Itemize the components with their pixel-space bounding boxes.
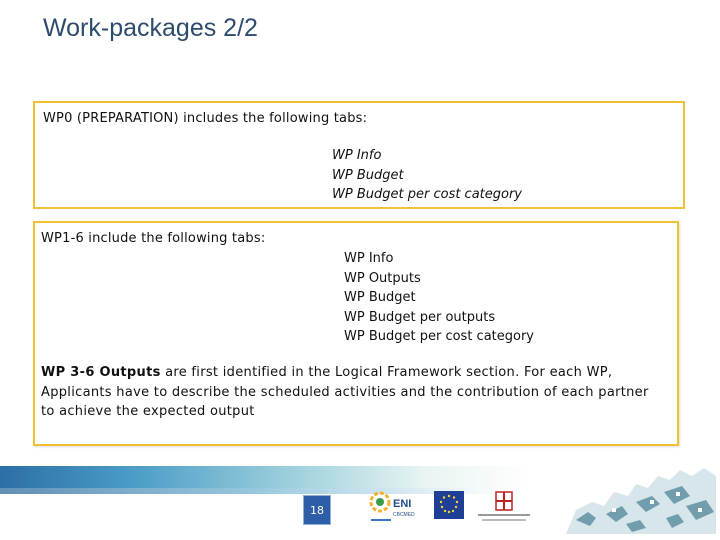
wp1-6-tab-item: WP Budget per cost category bbox=[344, 329, 534, 344]
wp0-tab-item: WP Budget bbox=[332, 167, 404, 183]
slide-title: Work-packages 2/2 bbox=[43, 14, 258, 42]
outputs-paragraph-bold: WP 3-6 Outputs bbox=[41, 365, 161, 380]
wp0-intro: WP0 (PREPARATION) includes the following tabs: bbox=[43, 111, 368, 126]
wp0-tab-item: WP Budget per cost category bbox=[332, 187, 522, 202]
wp1-6-intro: WP1-6 include the following tabs: bbox=[41, 231, 266, 246]
eni-logo-subtext: CBCMED bbox=[393, 512, 415, 518]
wp0-tab-item: WP Info bbox=[332, 148, 382, 163]
wp1-6-tab-item: WP Budget bbox=[344, 290, 416, 305]
eu-stars-icon bbox=[434, 491, 464, 519]
eni-cbcmed-logo bbox=[368, 490, 426, 524]
footer-banner bbox=[0, 466, 530, 488]
eni-logo-text: ENI bbox=[393, 498, 412, 510]
sardinia-region-logo bbox=[474, 490, 534, 526]
eu-flag-logo bbox=[434, 491, 464, 519]
wp1-6-tab-list bbox=[344, 249, 534, 347]
outputs-paragraph-text: are first identified in the Logical Framework section. For each WP, Applicants have to describe the scheduled activities and the contribution of each partner to achieve the expected output bbox=[41, 365, 649, 419]
outputs-paragraph bbox=[41, 363, 666, 422]
mediterranean-map-graphic bbox=[566, 462, 716, 534]
page-number-badge: 18 bbox=[303, 495, 331, 525]
wp0-tab-list bbox=[332, 146, 522, 205]
wp1-6-tab-item: WP Budget per outputs bbox=[344, 309, 496, 325]
wp1-6-tab-item: WP Outputs bbox=[344, 270, 421, 286]
wp0-box bbox=[33, 101, 685, 209]
eni-sun-center-icon bbox=[376, 498, 384, 506]
wp1-6-tab-item: WP Info bbox=[344, 251, 394, 266]
